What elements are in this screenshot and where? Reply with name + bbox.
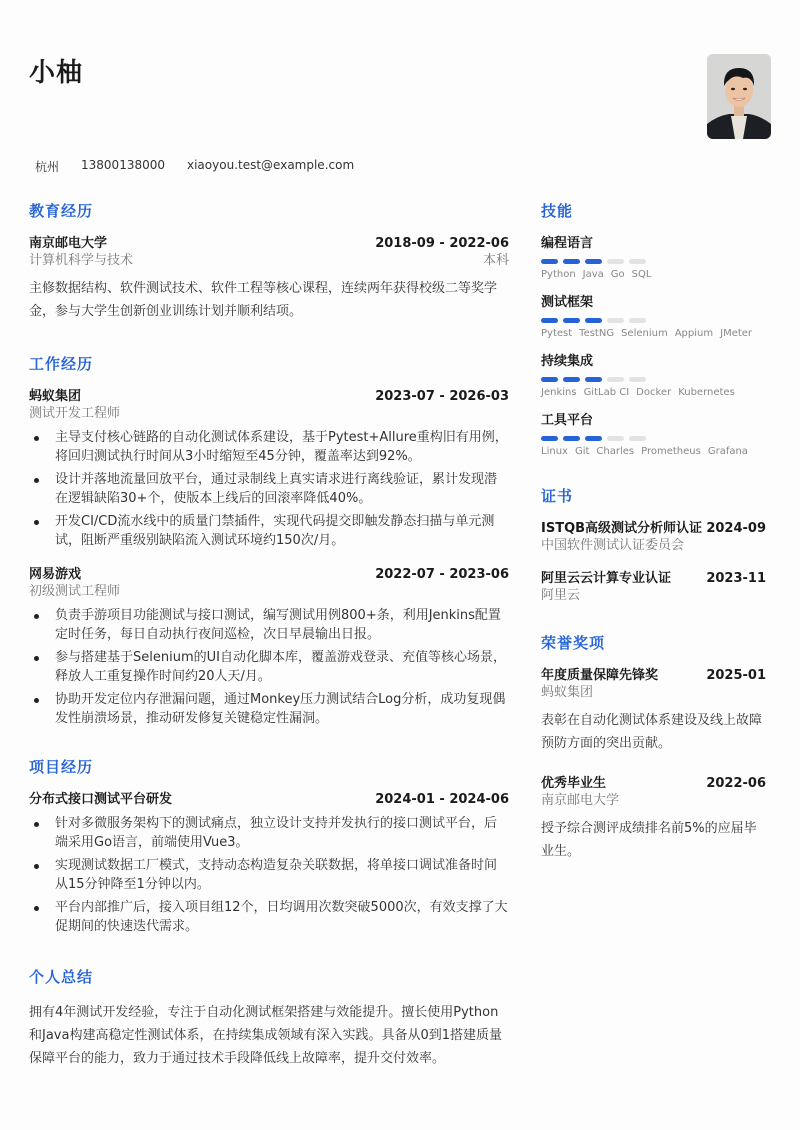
- project-period: 2024-01 - 2024-06: [375, 792, 509, 807]
- work-entry: [29, 388, 509, 550]
- section-title-awards: 荣誉奖项: [541, 634, 606, 652]
- skill-tag: Docker: [636, 387, 672, 398]
- education-description: 主修数据结构、软件测试技术、软件工程等核心课程，连续两年获得校级二等奖学金，参与大学生创新创业训练计划并顺利结项。: [29, 281, 498, 319]
- skill-level-pip: [607, 318, 624, 323]
- skill-tag: Python: [541, 269, 576, 280]
- skill-level-meter: [541, 377, 766, 382]
- skill-tag: Charles: [596, 446, 635, 457]
- project-entry: [29, 791, 509, 936]
- job-role: 测试开发工程师: [29, 406, 121, 421]
- skill-level-pip: [585, 436, 602, 441]
- work-entry: [29, 566, 509, 728]
- skill-tags: [541, 328, 766, 339]
- skill-level-meter: [541, 259, 766, 264]
- skill-level-pip: [607, 377, 624, 382]
- skill-group-name: 测试框架: [541, 295, 594, 310]
- skill-tag: Kubernetes: [678, 387, 735, 398]
- side-column: [541, 200, 766, 885]
- projects-section: [29, 756, 509, 936]
- skill-level-meter: [541, 318, 766, 323]
- section-title-work: 工作经历: [29, 355, 94, 373]
- skill-tag: SQL: [631, 269, 652, 280]
- certificate-entry: [541, 570, 766, 604]
- skill-level-pip: [541, 436, 558, 441]
- certificate-date: 2024-09: [706, 521, 766, 536]
- major: 计算机科学与技术: [29, 253, 134, 268]
- company-name: 网易游戏: [29, 567, 82, 582]
- skill-tag: TestNG: [579, 328, 615, 339]
- contact-info: [35, 158, 376, 175]
- award-name: 年度质量保障先锋奖: [541, 668, 659, 683]
- skill-level-pip: [629, 318, 646, 323]
- skill-level-pip: [607, 436, 624, 441]
- certificate-entry: [541, 520, 766, 554]
- skill-level-pip: [585, 377, 602, 382]
- bullet-item: 设计并落地流量回放平台，通过录制线上真实请求进行离线验证，累计发现潜在逻辑缺陷30+个，使版本上线后的回滚率降低40%。: [29, 470, 509, 508]
- skill-level-meter: [541, 436, 766, 441]
- award-description: 表彰在自动化测试体系建设及线上故障预防方面的突出贡献。: [541, 713, 763, 751]
- work-period: 2023-07 - 2026-03: [375, 389, 509, 404]
- work-bullets: [29, 428, 509, 550]
- portrait-icon: [707, 54, 771, 139]
- award-entry: [541, 667, 766, 755]
- award-date: 2025-01: [706, 668, 766, 683]
- skill-tag: Appium: [674, 328, 714, 339]
- skill-group-name: 持续集成: [541, 354, 594, 369]
- certificate-date: 2023-11: [706, 571, 766, 586]
- skill-tags: [541, 269, 766, 280]
- skill-level-pip: [541, 259, 558, 264]
- project-name: 分布式接口测试平台研发: [29, 792, 173, 807]
- bullet-item: 负责手游项目功能测试与接口测试，编写测试用例800+条，利用Jenkins配置定时任务，每日自动执行夜间巡检，次日早晨输出日报。: [29, 606, 509, 644]
- award-description: 授予综合测评成绩排名前5%的应届毕业生。: [541, 821, 757, 859]
- contact-email[interactable]: xiaoyou.test@example.com: [187, 158, 355, 172]
- skill-group: [541, 294, 766, 339]
- bullet-item: 开发CI/CD流水线中的质量门禁插件，实现代码提交即触发静态扫描与单元测试，阻断严重级别缺陷流入测试环境约150次/月。: [29, 512, 509, 550]
- certificate-name: ISTQB高级测试分析师认证: [541, 521, 703, 536]
- skill-tag: Jenkins: [541, 387, 577, 398]
- skill-tag: Grafana: [707, 446, 748, 457]
- skill-tag: GitLab CI: [583, 387, 630, 398]
- certificate-issuer: 中国软件测试认证委员会: [541, 538, 685, 553]
- contact-city: 杭州: [35, 160, 60, 174]
- education-period: 2018-09 - 2022-06: [375, 236, 509, 251]
- summary-text: 拥有4年测试开发经验，专注于自动化测试框架搭建与效能提升。擅长使用Python和Java构建高稳定性测试体系，在持续集成领域有深入实践。具备从0到1搭建质量保障平台的能力，致力于通过技术手段降低线上故障率，提升交付效率。: [29, 1005, 503, 1066]
- bullet-item: 实现测试数据工厂模式，支持动态构造复杂关联数据，将单接口调试准备时间从15分钟降至1分钟以内。: [29, 856, 509, 894]
- job-role: 初级测试工程师: [29, 584, 121, 599]
- skills-section: [541, 200, 766, 457]
- skill-group: [541, 353, 766, 398]
- skill-level-pip: [629, 377, 646, 382]
- candidate-name: 小柚: [29, 58, 84, 88]
- bullet-item: 协助开发定位内存泄漏问题，通过Monkey压力测试结合Log分析，成功复现偶发性崩溃场景，推动研发修复关键稳定性漏洞。: [29, 690, 509, 728]
- skill-tag: Go: [610, 269, 625, 280]
- certificates-section: [541, 485, 766, 604]
- skill-tags: [541, 387, 766, 398]
- work-section: [29, 353, 509, 728]
- bullet-item: 主导支付核心链路的自动化测试体系建设，基于Pytest+Allure重构旧有用例，将回归测试执行时间从3小时缩短至45分钟，覆盖率达到92%。: [29, 428, 509, 466]
- section-title-certificates: 证书: [541, 487, 574, 505]
- avatar-photo: [707, 54, 771, 139]
- bullet-item: 参与搭建基于Selenium的UI自动化脚本库，覆盖游戏登录、充值等核心场景，释放人工重复操作时间约20人天/月。: [29, 648, 509, 686]
- award-org: 南京邮电大学: [541, 793, 620, 808]
- school-name: 南京邮电大学: [29, 236, 108, 251]
- award-name: 优秀毕业生: [541, 776, 607, 791]
- summary-section: [29, 966, 509, 1070]
- skill-level-pip: [541, 377, 558, 382]
- company-name: 蚂蚁集团: [29, 389, 82, 404]
- main-column: [29, 200, 509, 1092]
- skill-tag: Git: [574, 446, 590, 457]
- skill-level-pip: [563, 436, 580, 441]
- skill-level-pip: [563, 318, 580, 323]
- skill-group: [541, 235, 766, 280]
- skill-level-pip: [563, 259, 580, 264]
- skill-tag: Prometheus: [641, 446, 701, 457]
- award-entry: [541, 775, 766, 863]
- degree: 本科: [482, 253, 509, 268]
- skill-level-pip: [563, 377, 580, 382]
- work-bullets: [29, 606, 509, 728]
- work-period: 2022-07 - 2023-06: [375, 567, 509, 582]
- skill-level-pip: [585, 318, 602, 323]
- section-title-summary: 个人总结: [29, 968, 94, 986]
- education-section: [29, 200, 509, 323]
- bullet-item: 针对多微服务架构下的测试痛点，独立设计支持并发执行的接口测试平台，后端采用Go语言，前端使用Vue3。: [29, 814, 509, 852]
- award-org: 蚂蚁集团: [541, 685, 594, 700]
- skill-tag: Java: [582, 269, 604, 280]
- skill-group-name: 编程语言: [541, 236, 594, 251]
- skill-level-pip: [541, 318, 558, 323]
- skill-tag: Linux: [541, 446, 568, 457]
- section-title-projects: 项目经历: [29, 758, 94, 776]
- section-title-skills: 技能: [541, 202, 574, 220]
- skill-level-pip: [607, 259, 624, 264]
- skills-list: [541, 235, 766, 457]
- certificate-name: 阿里云云计算专业认证: [541, 571, 672, 586]
- education-entry: [29, 235, 509, 323]
- contact-phone[interactable]: 13800138000: [81, 158, 165, 172]
- skill-tag: Pytest: [541, 328, 573, 339]
- skill-level-pip: [629, 436, 646, 441]
- award-date: 2022-06: [706, 776, 766, 791]
- skill-level-pip: [629, 259, 646, 264]
- awards-section: [541, 632, 766, 863]
- bullet-item: 平台内部推广后，接入项目组12个，日均调用次数突破5000次，有效支撑了大促期间的快速迭代需求。: [29, 898, 509, 936]
- skill-level-pip: [585, 259, 602, 264]
- section-title-education: 教育经历: [29, 202, 94, 220]
- certificate-issuer: 阿里云: [541, 588, 581, 603]
- skill-tag: JMeter: [720, 328, 753, 339]
- skill-group: [541, 412, 766, 457]
- skill-tags: [541, 446, 766, 457]
- skill-tag: Selenium: [621, 328, 668, 339]
- project-bullets: [29, 814, 509, 936]
- skill-group-name: 工具平台: [541, 413, 594, 428]
